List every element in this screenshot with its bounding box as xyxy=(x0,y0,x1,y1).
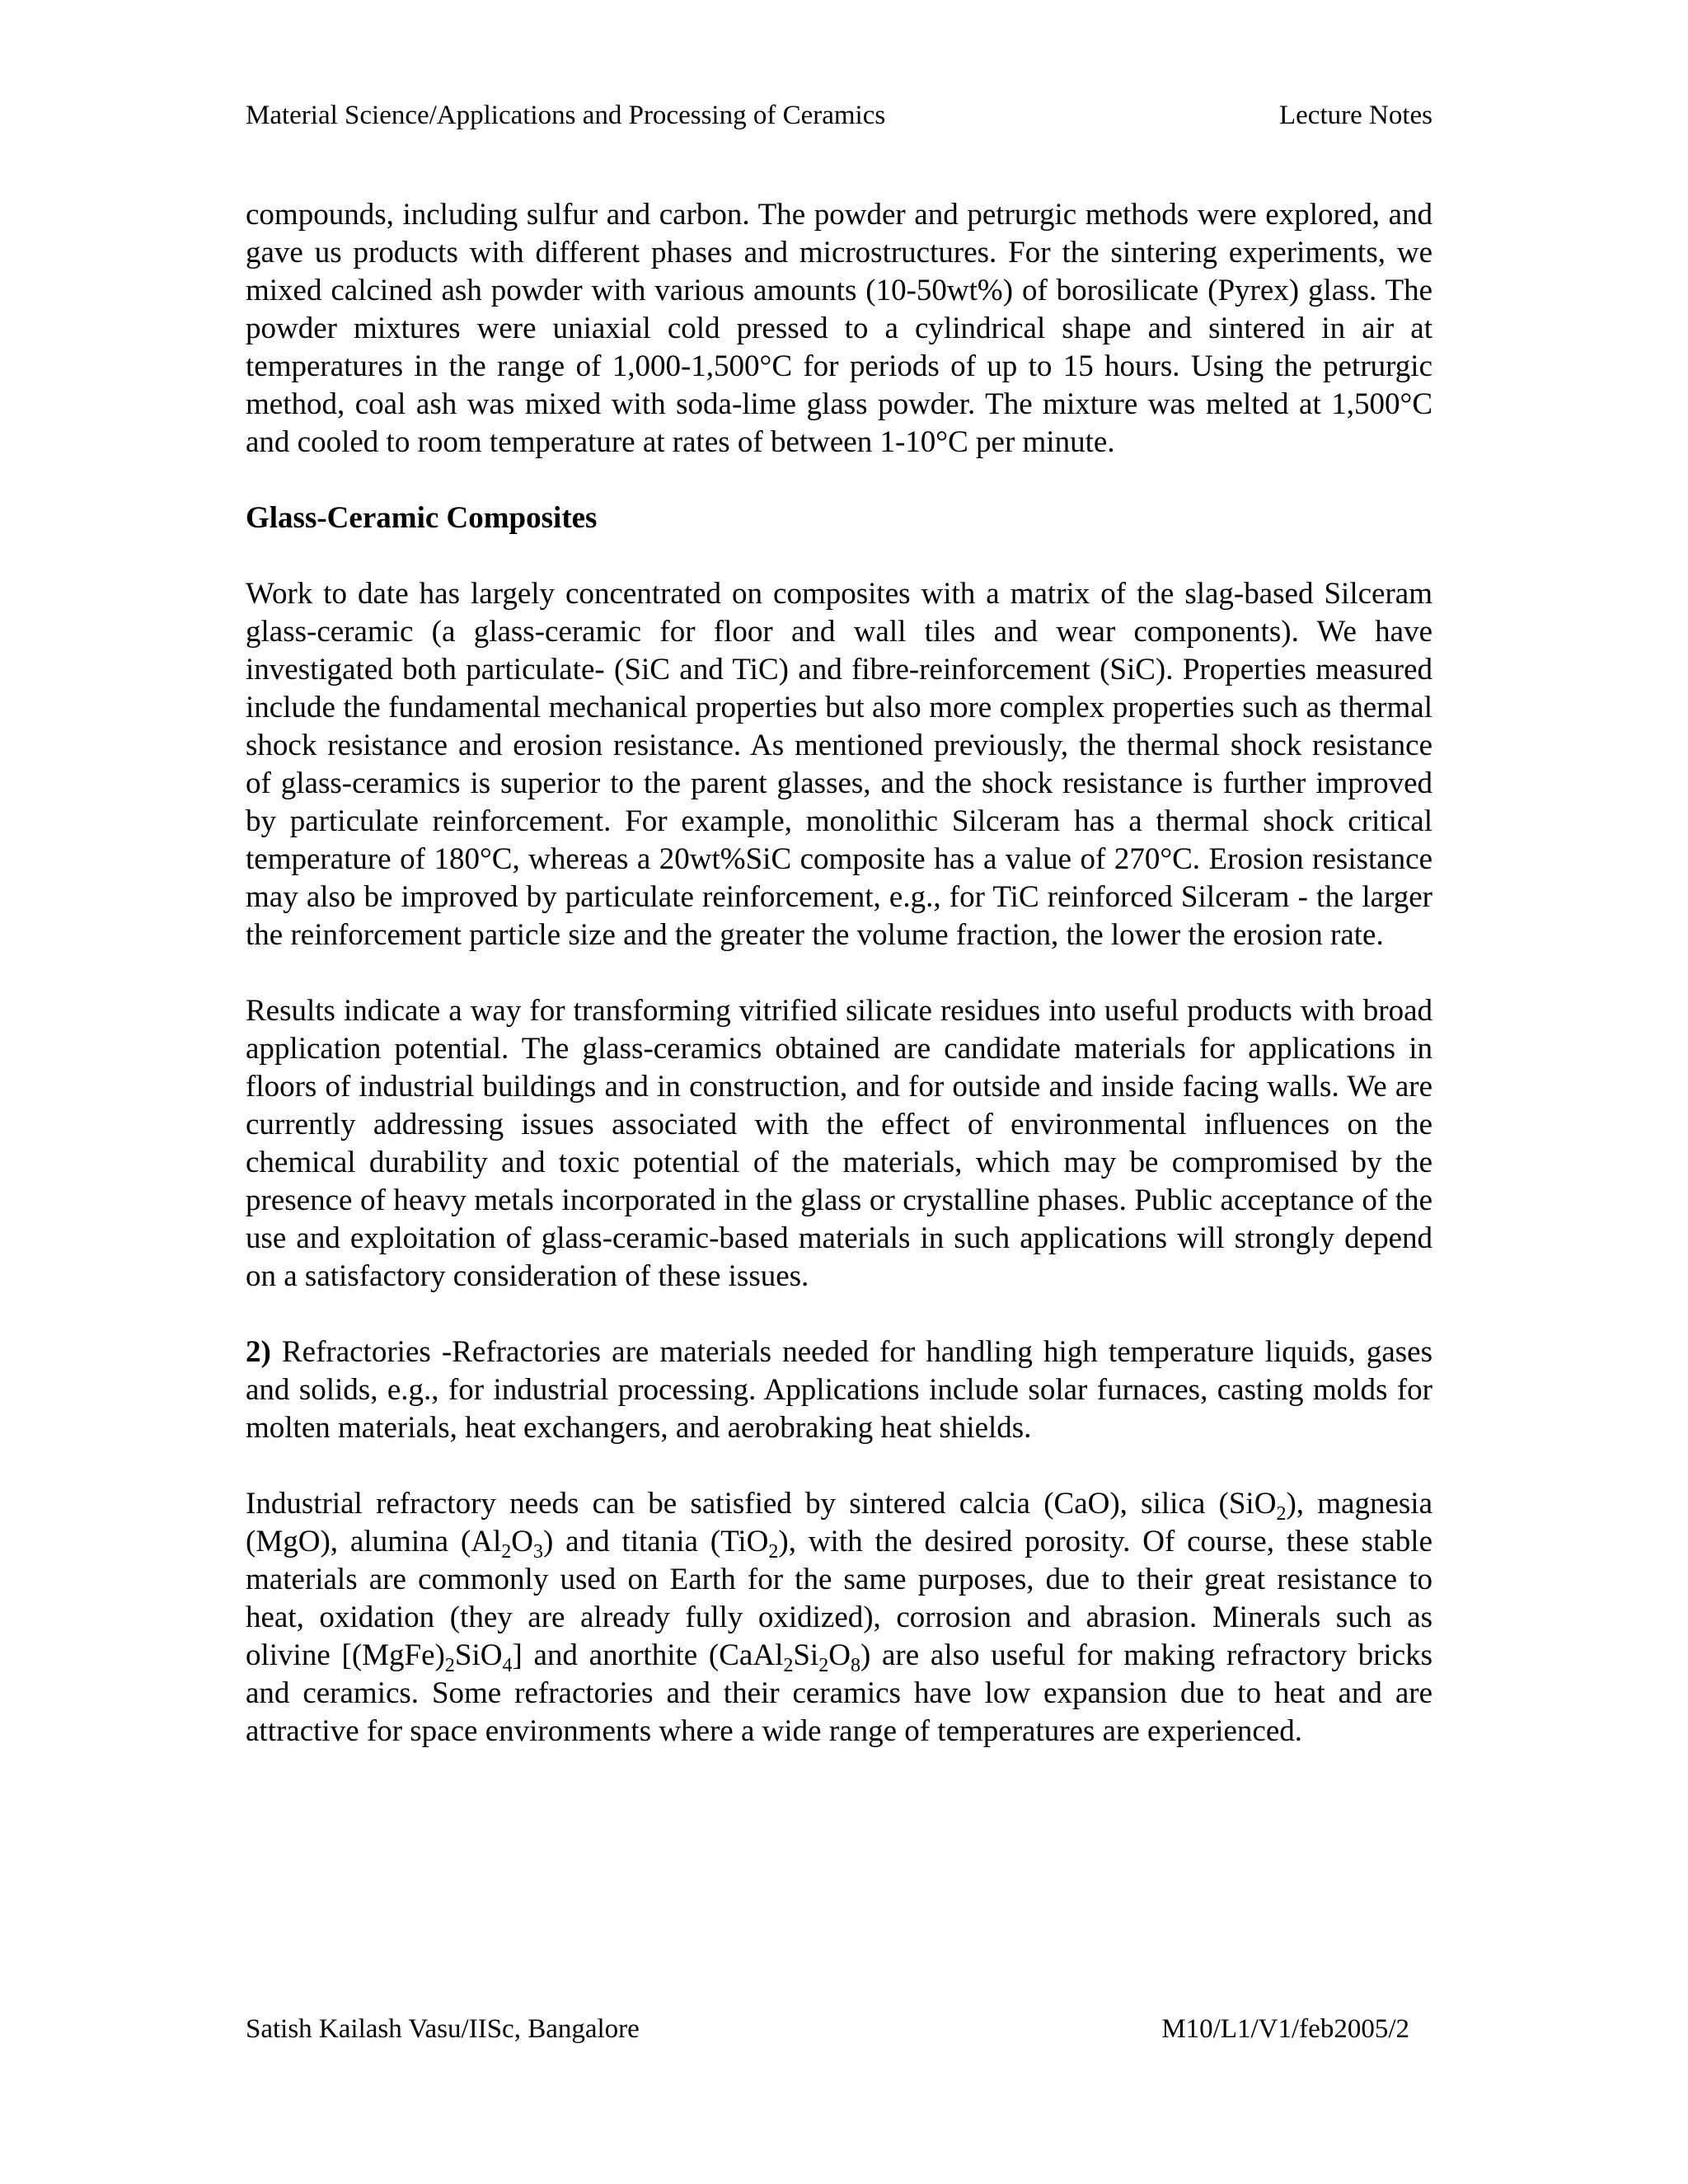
document-body xyxy=(246,196,1432,1750)
header-course-title: Material Science/Applications and Processing of Ceramics xyxy=(246,101,886,130)
paragraph-refractories-intro xyxy=(246,1333,1432,1447)
section-heading-glass-ceramic-composites: Glass-Ceramic Composites xyxy=(246,501,598,535)
paragraph-results: Results indicate a way for transforming vitrified silicate residues into useful products with broad application potential. The glass-ceramics obtained are candidate materials for applications in floors of industrial buildings and in construction, and for outside and inside facing walls. We are currently addressing issues associated with the effect of environmental influences on the chemical durability and toxic potential of the materials, which may be compromised by the presence of heavy metals incorporated in the glass or crystalline phases. Public acceptance of the use and exploitation of glass-ceramic-based materials in such applications will strongly depend on a satisfactory consideration of these issues. xyxy=(246,994,1432,1293)
refractories-text: -Refractories are materials needed for handling high temperature liquids, gases and solids, e.g., for industrial processing. Applications include solar furnaces, casting molds for molten materials, heat exchangers, and aerobraking heat shields. xyxy=(246,1335,1433,1445)
paragraph-sintering-methods: compounds, including sulfur and carbon. The powder and petrurgic methods were explored, and gave us products with different phases and microstructures. For the sintering experiments, we mixed calcined ash powder with various amounts (10-50wt%) of borosilicate (Pyrex) glass. The powder mixtures were uniaxial cold pressed to a cylindrical shape and sintered in air at temperatures in the range of 1,000-1,500°C for periods of up to 15 hours. Using the petrurgic method, coal ash was mixed with soda-lime glass powder. The mixture was melted at 1,500°C and cooled to room temperature at rates of between 1-10°C per minute. xyxy=(246,198,1432,459)
refractories-label: Refractories xyxy=(281,1335,431,1369)
paragraph-industrial-refractory: Industrial refractory needs can be satisfied by sintered calcia (CaO), silica (SiO$_2$), magnesia (MgO), alumina $(Al_2O_3)$ and titania (TiO$_2$), with the desired porosity. Of course, these stable materials are commonly used on Earth for the same purposes, due to their great resistance to heat, oxidation (they are already fully oxidized), corrosion and abrasion. Minerals such as olivine $[(MgFe)_2SiO_4]$ and anorthite $(CaAl_2Si_2O_8)$ are also useful for making refractory bricks and ceramics. Some refractories and their ceramics have low expansion due to heat and are attractive for space environments where a wide range of temperatures are experienced. xyxy=(246,1487,1433,1748)
page-footer xyxy=(246,2013,1409,2046)
header-doc-type: Lecture Notes xyxy=(1279,101,1432,130)
footer-doc-id: M10/L1/V1/feb2005/2 xyxy=(1161,2014,1409,2044)
refractories-number: 2) xyxy=(246,1335,271,1369)
footer-author: Satish Kailash Vasu/IISc, Bangalore xyxy=(246,2014,640,2044)
page-header xyxy=(246,99,1432,132)
paragraph-composites: Work to date has largely concentrated on composites with a matrix of the slag-based Silceram glass-ceramic (a glass-ceramic for floor and wall tiles and wear components). We have investigated both particulate- (SiC and TiC) and fibre-reinforcement (SiC). Properties measured include the fundamental mechanical properties but also more complex properties such as thermal shock resistance and erosion resistance. As mentioned previously, the thermal shock resistance of glass-ceramics is superior to the parent glasses, and the shock resistance is further improved by particulate reinforcement. For example, monolithic Silceram has a thermal shock critical temperature of 180°C, whereas a 20wt%SiC composite has a value of 270°C. Erosion resistance may also be improved by particulate reinforcement, e.g., for TiC reinforced Silceram - the larger the reinforcement particle size and the greater the volume fraction, the lower the erosion rate. xyxy=(246,577,1432,952)
